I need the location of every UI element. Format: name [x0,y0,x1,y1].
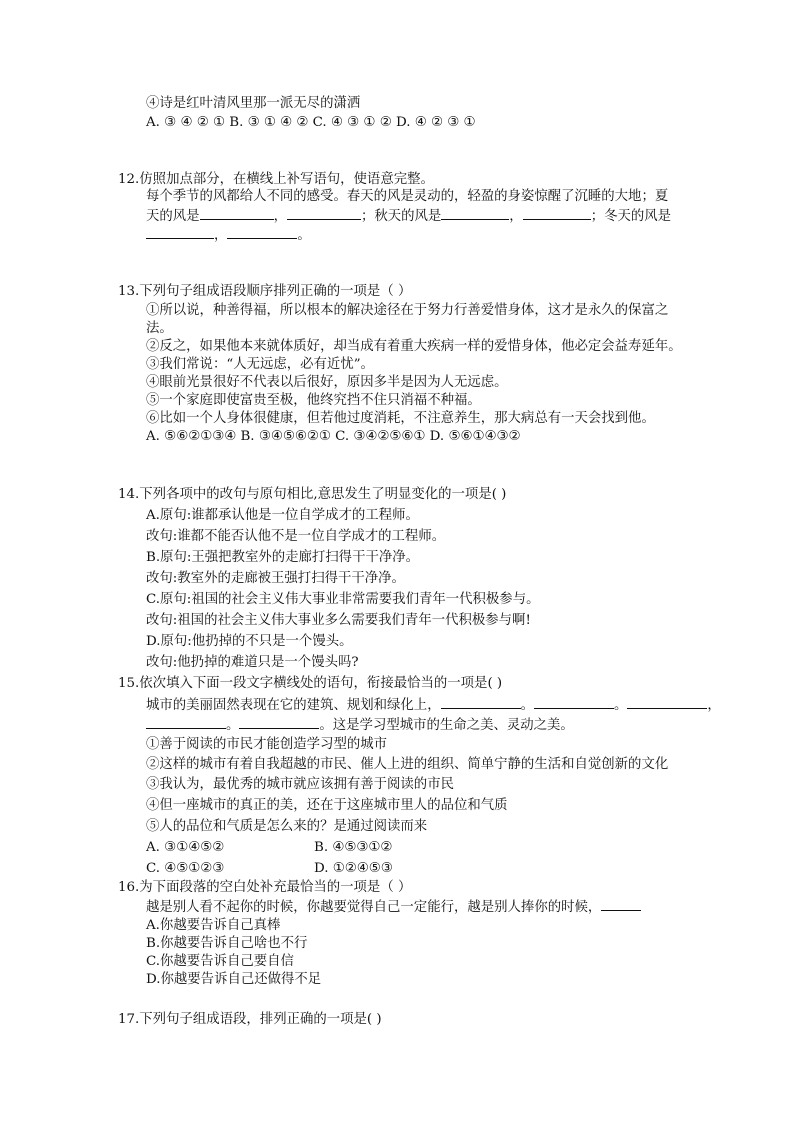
q12-text-f: ， [214,228,228,243]
question-15-option-a: A. ③①④⑤② [146,840,225,855]
question-13-item-4: ④眼前光景很好不代表以后很好，原因多半是因为人无远虑。 [146,375,508,390]
question-13-item-1-cont: 法。 [146,321,173,336]
question-16-body [146,898,641,917]
question-14-option-b-original: B.原句:王强把教室外的走廊打扫得干干净净。 [146,550,420,565]
q15-text-d: ， [707,698,721,713]
question-15-option-d: D. ①②④⑤③ [314,861,393,876]
question-15-line-1 [146,696,721,715]
fill-blank-4[interactable] [523,207,591,220]
fill-blank-6[interactable] [227,226,297,239]
fill-blank-12[interactable] [601,898,641,911]
question-12-line-1: 每个季节的风都给人不同的感受。春天的风是灵动的，轻盈的身姿惊醒了沉睡的大地；夏 [146,189,669,204]
question-16-option-b: B.你越要告诉自己啥也不行 [146,936,308,951]
question-13-item-1: ①所以说，种善得福，所以根本的解决途径在于努力行善爱惜身体，这才是永久的保富之 [146,303,669,318]
question-14-option-a-revised: 改句:谁都不能否认他不是一位自学成才的工程师。 [146,529,446,544]
question-14-option-a-original: A.原句:谁都承认他是一位自学成才的工程师。 [146,508,419,523]
question-14-option-b-revised: 改句:教室外的走廊被王强打扫得干干净净。 [146,571,405,586]
q12-text-g: 。 [297,228,311,243]
question-12-line-3 [146,226,311,245]
fill-blank-5[interactable] [146,226,214,239]
question-13-item-5: ⑤一个家庭即使富贵至极，他终究挡不住只消福不种福。 [146,393,481,408]
question-12-line-2 [146,207,671,226]
q12-text-b: ， [273,209,287,224]
question-15-option-c: C. ④⑤①②③ [146,861,225,876]
question-15-item-3: ③我认为，最优秀的城市就应该拥有善于阅读的市民 [146,777,454,792]
q12-text-d: ， [509,209,523,224]
question-14-option-d-original: D.原句:他扔掉的不只是一个馒头。 [146,634,353,649]
question-14-option-d-revised: 改句:他扔掉的难道只是一个馒头吗? [146,655,359,670]
q12-text-a: 天的风是 [146,209,200,224]
question-13-options: A. ⑤⑥②①③④ B. ③④⑤⑥②① C. ③④②⑤⑥① D. ⑤⑥①④③② [146,429,521,444]
q15-text-e: 。 [226,718,240,733]
q15-text-b: 。 [520,698,534,713]
question-14-option-c-revised: 改句:祖国的社会主义伟大事业多么需要我们青年一代积极参与啊! [146,613,531,628]
question-15-item-2: ②这样的城市有着自我超越的市民、催人上进的组织、简单宁静的生活和自觉创新的文化 [146,757,669,772]
q15-text-c: 。 [613,698,628,713]
q16-text: 越是别人看不起你的时候，你越要觉得自己一定能行，越是别人捧你的时候， [146,900,602,915]
fill-blank-8[interactable] [534,696,614,709]
question-16-option-a: A.你越要告诉自己真棒 [146,918,281,933]
question-16-option-d: D.你越要告诉自己还做得不足 [146,972,322,987]
question-13-stem: 13.下列句子组成语段顺序排列正确的一项是（ ） [118,284,412,299]
question-13-item-3: ③我们常说：“人无远虑，必有近忧”。 [146,357,374,372]
fill-blank-3[interactable] [441,207,509,220]
fill-blank-1[interactable] [200,207,274,220]
q12-text-e: ；冬天的风是 [590,209,672,224]
q15-text-a: 城市的美丽固然表现在它的建筑、规划和绿化上， [146,698,441,713]
question-15-item-1: ①善于阅读的市民才能创造学习型的城市 [146,737,388,752]
question-15-option-b: B. ④⑤③①② [314,840,393,855]
question-15-item-4: ④但一座城市的真正的美，还在于这座城市里人的品位和气质 [146,798,508,813]
question-12-stem: 12.仿照加点部分，在横线上补写语句，使语意完整。 [118,172,434,187]
prev-question-options: A. ③ ④ ② ① B. ③ ① ④ ② C. ④ ③ ① ② D. ④ ② ③ ① [146,115,476,130]
question-14-option-c-original: C.原句:祖国的社会主义伟大事业非常需要我们青年一代积极参与。 [146,592,540,607]
question-14-stem: 14.下列各项中的改句与原句相比,意思发生了明显变化的一项是( ) [118,487,507,502]
question-15-stem: 15.依次填入下面一段文字横线处的语句，衔接最恰当的一项是( ) [118,676,503,691]
fill-blank-10[interactable] [146,716,226,729]
question-15-line-2 [146,716,574,735]
question-16-stem: 16.为下面段落的空白处补充最恰当的一项是（ ） [118,880,412,895]
fill-blank-11[interactable] [239,716,319,729]
q15-text-f: 。这是学习型城市的生命之美、灵动之美。 [319,718,574,733]
fill-blank-9[interactable] [627,696,707,709]
question-16-option-c: C.你越要告诉自己要自信 [146,954,294,969]
question-13-item-2: ②反之，如果他本来就体质好，却当成有着重大疾病一样的爱惜身体，他必定会益寿延年。 [146,339,682,354]
prev-question-item-4: ④诗是红叶清风里那一派无尽的潇洒 [146,96,361,111]
question-15-item-5: ⑤人的品位和气质是怎么来的？是通过阅读而来 [146,819,428,834]
question-13-item-6: ⑥比如一个人身体很健康，但若他过度消耗，不注意养生，那大病总有一天会找到他。 [146,411,655,426]
fill-blank-7[interactable] [441,696,521,709]
q12-text-c: ；秋天的风是 [360,209,442,224]
fill-blank-2[interactable] [287,207,361,220]
question-17-stem: 17.下列句子组成语段，排列正确的一项是( ) [118,1012,382,1027]
